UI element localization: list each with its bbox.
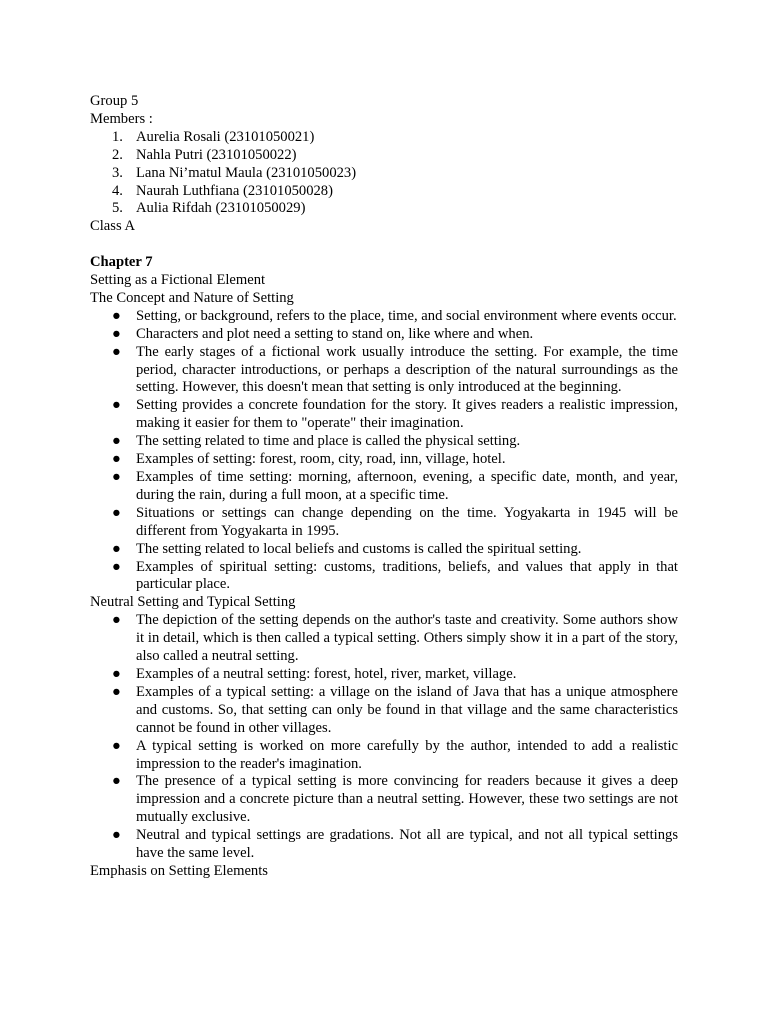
member-number: 4. (112, 182, 123, 199)
sections-container (90, 290, 678, 881)
bullet-text: The setting related to local beliefs and customs is called the spiritual setting. (136, 540, 582, 557)
bullet-item (90, 773, 678, 827)
bullet-text: Examples of time setting: morning, afternoon, evening, a specific date, month, and year, during the rain, during a full moon, at a specific time. (136, 469, 678, 503)
member-item (90, 183, 678, 201)
bullet-icon: ● (112, 773, 121, 790)
bullet-icon: ● (112, 683, 121, 700)
member-number: 5. (112, 200, 123, 217)
chapter-subtitle: Setting as a Fictional Element (90, 272, 266, 289)
bullet-icon: ● (112, 433, 121, 450)
member-item (90, 165, 678, 183)
bullet-text: Situations or settings can change depending on the time. Yogyakarta in 1945 will be different from Yogyakarta in 1995. (136, 504, 678, 539)
bullet-text: The early stages of a fictional work usually introduce the setting. For example, the time period, character introductions, or perhaps a description of the natural surroundings as the setting. However, this doesn't mean that setting is only introduced at the beginning. (136, 343, 678, 396)
bullet-text: Setting provides a concrete foundation for the story. It gives readers a realistic impression, making it easier for them to "operate" their imagination. (136, 397, 678, 432)
bullet-item (90, 612, 678, 666)
member-name: Lana Ni’matul Maula (23101050023) (136, 164, 357, 181)
bullet-icon: ● (112, 469, 121, 486)
members-label: Members : (90, 110, 153, 127)
members-list (90, 129, 678, 219)
bullet-item (90, 344, 678, 398)
document-page (90, 93, 678, 881)
bullet-icon: ● (112, 343, 121, 360)
bullet-item (90, 451, 678, 469)
bullet-icon: ● (112, 612, 121, 629)
bullet-text: Setting, or background, refers to the place, time, and social environment where events occur. (136, 307, 677, 324)
bullet-icon: ● (112, 665, 121, 682)
member-number: 3. (112, 164, 123, 181)
member-name: Aulia Rifdah (23101050029) (136, 200, 306, 217)
bullet-item (90, 397, 678, 433)
spacer (90, 236, 678, 254)
bullet-icon: ● (112, 325, 121, 342)
bullet-text: Characters and plot need a setting to stand on, like where and when. (136, 325, 534, 342)
bullet-text: The setting related to time and place is called the physical setting. (136, 433, 521, 450)
class-label: Class A (90, 218, 136, 235)
bullet-icon: ● (112, 558, 121, 575)
chapter-title: Chapter 7 (90, 254, 153, 271)
bullet-item (90, 666, 678, 684)
member-item (90, 200, 678, 218)
bullet-icon: ● (112, 451, 121, 468)
bullet-item (90, 469, 678, 505)
bullet-text: The depiction of the setting depends on the author's taste and creativity. Some authors show it in detail, which is then called a typical setting. Others simply show it in a part of the story, also called a neutral setting. (136, 612, 678, 665)
member-number: 1. (112, 128, 123, 145)
bullet-icon: ● (112, 504, 121, 521)
section-heading: Neutral Setting and Typical Setting (90, 594, 296, 611)
bullet-text: Examples of setting: forest, room, city, road, inn, village, hotel. (136, 451, 506, 468)
member-number: 2. (112, 146, 123, 163)
bullet-item (90, 308, 678, 326)
member-item (90, 147, 678, 165)
member-name: Aurelia Rosali (23101050021) (136, 128, 315, 145)
bullet-icon: ● (112, 827, 121, 844)
bullet-text: A typical setting is worked on more carefully by the author, intended to add a realistic impression to the reader's imagination. (136, 737, 678, 772)
member-item (90, 129, 678, 147)
section-heading: The Concept and Nature of Setting (90, 289, 294, 306)
bullet-text: The presence of a typical setting is more convincing for readers because it gives a deep impression and a concrete picture than a neutral setting. However, these two settings are not mutually exclusive. (136, 773, 678, 826)
bullet-text: Neutral and typical settings are gradations. Not all are typical, and not all typical settings have the same level. (136, 827, 678, 862)
bullet-text: Examples of a typical setting: a village on the island of Java that has a unique atmosphere and customs. So, that setting can only be found in that village and the same characteristics cannot be found in other villages. (136, 683, 678, 736)
bullet-item (90, 684, 678, 738)
bullet-item (90, 505, 678, 541)
bullet-icon: ● (112, 397, 121, 414)
bullet-text: Examples of a neutral setting: forest, hotel, river, market, village. (136, 665, 517, 682)
bullet-item (90, 738, 678, 774)
group-label: Group 5 (90, 93, 139, 109)
section-heading: Emphasis on Setting Elements (90, 862, 268, 879)
bullet-text: Examples of spiritual setting: customs, traditions, beliefs, and values that apply in that particular place. (136, 558, 678, 593)
bullet-icon: ● (112, 737, 121, 754)
member-name: Nahla Putri (23101050022) (136, 146, 297, 163)
bullet-icon: ● (112, 307, 121, 324)
bullet-item (90, 827, 678, 863)
bullet-item (90, 433, 678, 451)
member-name: Naurah Luthfiana (23101050028) (136, 182, 333, 199)
bullet-item (90, 541, 678, 559)
bullet-icon: ● (112, 540, 121, 557)
bullet-list (90, 308, 678, 595)
bullet-list (90, 612, 678, 863)
bullet-item (90, 559, 678, 595)
bullet-item (90, 326, 678, 344)
